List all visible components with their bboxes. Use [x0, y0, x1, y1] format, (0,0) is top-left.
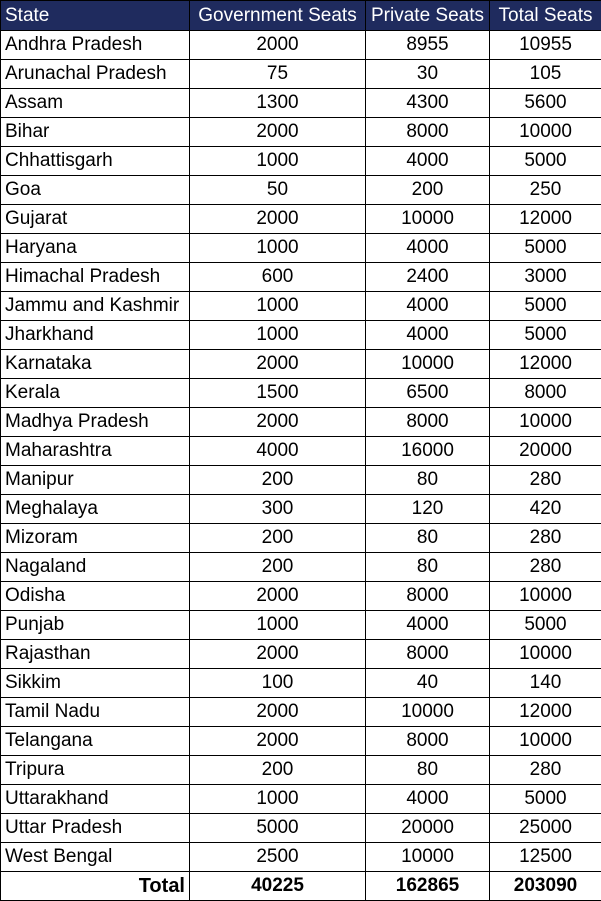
total-seats-cell: 420	[490, 495, 601, 524]
table-row	[1, 234, 601, 263]
government-seats-cell: 200	[190, 756, 366, 785]
state-cell: Telangana	[1, 727, 190, 756]
table-row	[1, 843, 601, 872]
private-seats-cell: 4000	[366, 785, 490, 814]
government-seats-cell: 2000	[190, 205, 366, 234]
government-seats-cell: 300	[190, 495, 366, 524]
total-seats-cell: 12500	[490, 843, 601, 872]
state-cell: Himachal Pradesh	[1, 263, 190, 292]
table-row	[1, 756, 601, 785]
total-seats-cell: 5000	[490, 292, 601, 321]
total-seats-cell: 10000	[490, 118, 601, 147]
government-seats-cell: 2000	[190, 640, 366, 669]
private-seats-cell: 20000	[366, 814, 490, 843]
state-cell: Gujarat	[1, 205, 190, 234]
header-row	[1, 1, 601, 31]
state-cell: Uttar Pradesh	[1, 814, 190, 843]
private-seats-cell: 80	[366, 524, 490, 553]
table-row	[1, 321, 601, 350]
state-cell: Bihar	[1, 118, 190, 147]
state-cell: Haryana	[1, 234, 190, 263]
table-row	[1, 205, 601, 234]
private-seats-cell: 80	[366, 466, 490, 495]
total-seats-cell: 10000	[490, 582, 601, 611]
government-seats-cell: 2000	[190, 31, 366, 60]
state-cell: Chhattisgarh	[1, 147, 190, 176]
state-cell: Tripura	[1, 756, 190, 785]
table-row	[1, 524, 601, 553]
private-seats-cell: 6500	[366, 379, 490, 408]
state-cell: Karnataka	[1, 350, 190, 379]
total-seats-cell: 12000	[490, 205, 601, 234]
table-row	[1, 640, 601, 669]
total-private-seats: 162865	[366, 872, 490, 901]
table-row	[1, 437, 601, 466]
state-cell: Punjab	[1, 611, 190, 640]
government-seats-cell: 2000	[190, 727, 366, 756]
state-cell: Madhya Pradesh	[1, 408, 190, 437]
state-cell: Andhra Pradesh	[1, 31, 190, 60]
state-cell: Sikkim	[1, 669, 190, 698]
total-seats-cell: 10955	[490, 31, 601, 60]
total-seats-cell: 10000	[490, 408, 601, 437]
total-seats-cell: 10000	[490, 727, 601, 756]
private-seats-cell: 8955	[366, 31, 490, 60]
government-seats-cell: 1000	[190, 321, 366, 350]
total-seats-cell: 250	[490, 176, 601, 205]
total-seats-cell: 5000	[490, 147, 601, 176]
header-total-seats: Total Seats	[490, 1, 601, 31]
state-cell: Nagaland	[1, 553, 190, 582]
total-seats-cell: 280	[490, 756, 601, 785]
state-cell: Assam	[1, 89, 190, 118]
total-seats-cell: 12000	[490, 350, 601, 379]
table-row	[1, 31, 601, 60]
total-seats-cell: 10000	[490, 640, 601, 669]
private-seats-cell: 10000	[366, 205, 490, 234]
header-government-seats: Government Seats	[190, 1, 366, 31]
government-seats-cell: 100	[190, 669, 366, 698]
total-seats-cell: 5000	[490, 321, 601, 350]
table-row	[1, 698, 601, 727]
table-row	[1, 89, 601, 118]
table-body	[1, 31, 601, 872]
total-seats-cell: 12000	[490, 698, 601, 727]
government-seats-cell: 5000	[190, 814, 366, 843]
private-seats-cell: 40	[366, 669, 490, 698]
total-seats-cell: 5000	[490, 785, 601, 814]
state-cell: Meghalaya	[1, 495, 190, 524]
state-cell: Manipur	[1, 466, 190, 495]
government-seats-cell: 200	[190, 524, 366, 553]
private-seats-cell: 30	[366, 60, 490, 89]
state-cell: Mizoram	[1, 524, 190, 553]
table-row	[1, 466, 601, 495]
private-seats-cell: 4000	[366, 321, 490, 350]
table-row	[1, 785, 601, 814]
private-seats-cell: 4000	[366, 147, 490, 176]
government-seats-cell: 2000	[190, 698, 366, 727]
government-seats-cell: 1000	[190, 611, 366, 640]
header-private-seats: Private Seats	[366, 1, 490, 31]
table-row	[1, 60, 601, 89]
table-row	[1, 727, 601, 756]
private-seats-cell: 200	[366, 176, 490, 205]
total-total-seats: 203090	[490, 872, 601, 901]
state-cell: Goa	[1, 176, 190, 205]
private-seats-cell: 4000	[366, 234, 490, 263]
total-seats-cell: 105	[490, 60, 601, 89]
private-seats-cell: 4000	[366, 292, 490, 321]
state-cell: Jammu and Kashmir	[1, 292, 190, 321]
total-label: Total	[1, 872, 190, 901]
private-seats-cell: 8000	[366, 118, 490, 147]
table-row	[1, 814, 601, 843]
total-government-seats: 40225	[190, 872, 366, 901]
government-seats-cell: 1300	[190, 89, 366, 118]
state-cell: Kerala	[1, 379, 190, 408]
total-seats-cell: 20000	[490, 437, 601, 466]
government-seats-cell: 2500	[190, 843, 366, 872]
private-seats-cell: 10000	[366, 843, 490, 872]
table-row	[1, 263, 601, 292]
table-row	[1, 292, 601, 321]
table-row	[1, 118, 601, 147]
total-seats-cell: 5000	[490, 234, 601, 263]
total-seats-cell: 280	[490, 466, 601, 495]
government-seats-cell: 4000	[190, 437, 366, 466]
private-seats-cell: 10000	[366, 350, 490, 379]
table-row	[1, 350, 601, 379]
government-seats-cell: 1000	[190, 785, 366, 814]
state-cell: Maharashtra	[1, 437, 190, 466]
private-seats-cell: 8000	[366, 582, 490, 611]
total-seats-cell: 25000	[490, 814, 601, 843]
state-cell: Tamil Nadu	[1, 698, 190, 727]
private-seats-cell: 4300	[366, 89, 490, 118]
table-row	[1, 611, 601, 640]
total-seats-cell: 3000	[490, 263, 601, 292]
government-seats-cell: 50	[190, 176, 366, 205]
government-seats-cell: 2000	[190, 408, 366, 437]
table-row	[1, 495, 601, 524]
government-seats-cell: 1500	[190, 379, 366, 408]
table-row	[1, 147, 601, 176]
private-seats-cell: 8000	[366, 640, 490, 669]
table-row	[1, 669, 601, 698]
government-seats-cell: 200	[190, 553, 366, 582]
government-seats-cell: 1000	[190, 234, 366, 263]
table-row	[1, 582, 601, 611]
total-seats-cell: 280	[490, 524, 601, 553]
table-row	[1, 379, 601, 408]
total-seats-cell: 280	[490, 553, 601, 582]
private-seats-cell: 10000	[366, 698, 490, 727]
private-seats-cell: 80	[366, 553, 490, 582]
government-seats-cell: 2000	[190, 582, 366, 611]
government-seats-cell: 75	[190, 60, 366, 89]
government-seats-cell: 2000	[190, 118, 366, 147]
total-seats-cell: 5600	[490, 89, 601, 118]
table-row	[1, 408, 601, 437]
government-seats-cell: 200	[190, 466, 366, 495]
private-seats-cell: 8000	[366, 727, 490, 756]
table-row	[1, 553, 601, 582]
total-seats-cell: 140	[490, 669, 601, 698]
state-cell: Odisha	[1, 582, 190, 611]
total-row	[1, 872, 601, 901]
private-seats-cell: 8000	[366, 408, 490, 437]
private-seats-cell: 80	[366, 756, 490, 785]
state-cell: Uttarakhand	[1, 785, 190, 814]
total-seats-cell: 8000	[490, 379, 601, 408]
state-cell: Rajasthan	[1, 640, 190, 669]
private-seats-cell: 120	[366, 495, 490, 524]
government-seats-cell: 600	[190, 263, 366, 292]
private-seats-cell: 16000	[366, 437, 490, 466]
government-seats-cell: 2000	[190, 350, 366, 379]
header-state: State	[1, 1, 190, 31]
private-seats-cell: 4000	[366, 611, 490, 640]
table-row	[1, 176, 601, 205]
total-seats-cell: 5000	[490, 611, 601, 640]
private-seats-cell: 2400	[366, 263, 490, 292]
government-seats-cell: 1000	[190, 292, 366, 321]
state-cell: Arunachal Pradesh	[1, 60, 190, 89]
government-seats-cell: 1000	[190, 147, 366, 176]
state-cell: West Bengal	[1, 843, 190, 872]
state-cell: Jharkhand	[1, 321, 190, 350]
